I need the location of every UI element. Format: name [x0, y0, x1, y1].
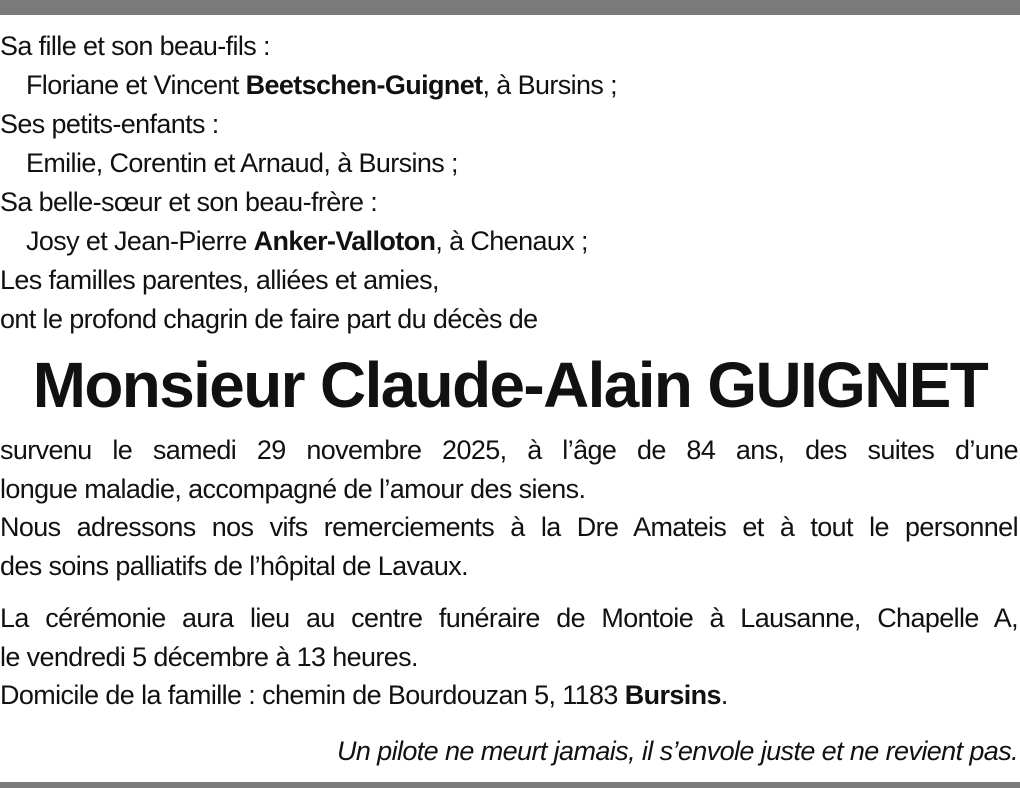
- family-address: [0, 676, 1018, 715]
- daughter-place: , à Bursins ;: [482, 70, 618, 100]
- death-details-line: longue maladie, accompagné de l’amour des siens.: [0, 473, 586, 504]
- extended-family: Les familles parentes, alliées et amies,: [0, 265, 439, 295]
- paragraph-gap: [0, 585, 1020, 599]
- in-laws-place: , à Chenaux ;: [435, 226, 588, 256]
- thanks-line: Nous adressons nos vifs remerciements à la Dre Amateis et à tout le personnel: [0, 512, 1018, 542]
- ceremony-line: La cérémonie aura lieu au centre funéraire de Montoie à Lausanne, Chapelle A,: [0, 603, 1018, 633]
- family-announcement: [0, 27, 1020, 339]
- address-text: Domicile de la famille : chemin de Bourdouzan 5, 1183: [0, 680, 625, 710]
- address-end: .: [720, 680, 728, 710]
- in-laws-surname: Anker-Valloton: [253, 226, 436, 256]
- death-details-line: survenu le samedi 29 novembre 2025, à l’âge de 84 ans, des suites d’une: [0, 435, 1018, 465]
- family-line: [0, 261, 1018, 300]
- grandchildren-names: Emilie, Corentin et Arnaud, à Bursins ;: [25, 148, 458, 178]
- deceased-name: Monsieur Claude-Alain GUIGNET: [32, 349, 988, 421]
- family-line: [0, 105, 1018, 144]
- daughter-names: Floriane et Vincent: [25, 70, 246, 100]
- family-line: [0, 300, 1018, 339]
- address-town: Bursins: [624, 680, 721, 710]
- family-line: [0, 66, 1018, 105]
- announcement-intro: ont le profond chagrin de faire part du décès de: [0, 304, 538, 334]
- family-line: [0, 144, 1018, 183]
- thanks-line: des soins palliatifs de l’hôpital de Lavaux.: [0, 550, 468, 581]
- in-laws-heading: Sa belle-sœur et son beau-frère :: [0, 187, 378, 217]
- bottom-border-rule: [0, 782, 1020, 788]
- family-line: [0, 27, 1018, 66]
- daughter-surname: Beetschen-Guignet: [245, 70, 483, 100]
- in-laws-names: Josy et Jean-Pierre: [25, 226, 254, 256]
- family-line: [0, 222, 1018, 261]
- closing-quote: Un pilote ne meurt jamais, il s’envole juste et ne revient pas.: [336, 736, 1018, 766]
- family-line: [0, 183, 1018, 222]
- daughter-heading: Sa fille et son beau-fils :: [0, 31, 270, 61]
- top-border-rule: [0, 0, 1020, 15]
- ceremony-line: le vendredi 5 décembre à 13 heures.: [0, 641, 418, 672]
- notice-details: [0, 431, 1020, 715]
- grandchildren-heading: Ses petits-enfants :: [0, 109, 219, 139]
